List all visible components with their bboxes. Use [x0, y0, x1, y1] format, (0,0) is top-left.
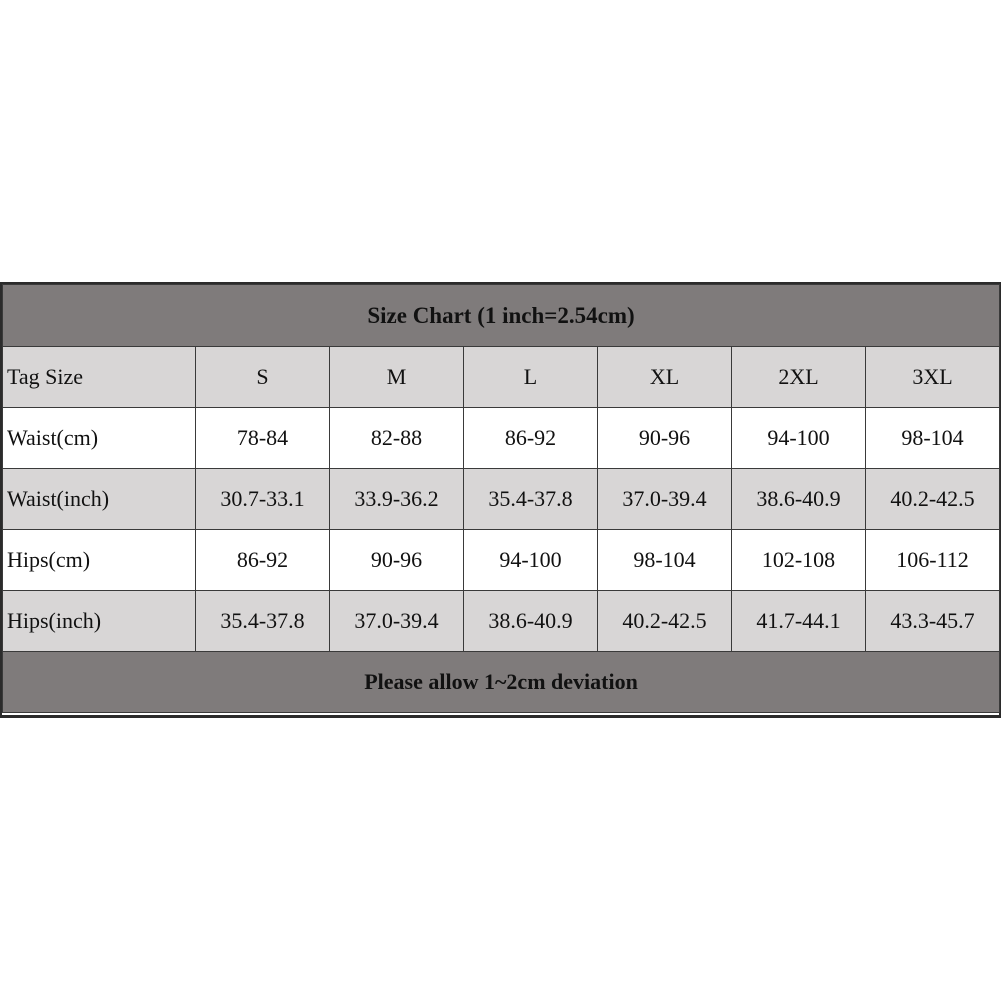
row-label: Hips(cm) — [3, 530, 196, 591]
row-label: Waist(cm) — [3, 408, 196, 469]
table-cell: 37.0-39.4 — [598, 469, 732, 530]
table-cell: 40.2-42.5 — [866, 469, 1000, 530]
size-header-3xl: 3XL — [866, 347, 1000, 408]
table-cell: 78-84 — [196, 408, 330, 469]
table-cell: 33.9-36.2 — [330, 469, 464, 530]
table-cell: 40.2-42.5 — [598, 591, 732, 652]
table-cell: 38.6-40.9 — [464, 591, 598, 652]
table-cell: 30.7-33.1 — [196, 469, 330, 530]
footer-row — [3, 652, 1000, 713]
table-row — [3, 408, 1000, 469]
size-table — [2, 284, 1000, 713]
table-cell: 38.6-40.9 — [732, 469, 866, 530]
table-row — [3, 591, 1000, 652]
row-label: Waist(inch) — [3, 469, 196, 530]
size-chart — [0, 282, 1001, 718]
header-row — [3, 347, 1000, 408]
table-row — [3, 469, 1000, 530]
size-header-xl: XL — [598, 347, 732, 408]
table-cell: 35.4-37.8 — [464, 469, 598, 530]
table-cell: 82-88 — [330, 408, 464, 469]
table-cell: 86-92 — [196, 530, 330, 591]
table-cell: 98-104 — [598, 530, 732, 591]
row-label: Hips(inch) — [3, 591, 196, 652]
table-cell: 37.0-39.4 — [330, 591, 464, 652]
table-cell: 86-92 — [464, 408, 598, 469]
table-cell: 41.7-44.1 — [732, 591, 866, 652]
header-label: Tag Size — [3, 347, 196, 408]
size-header-2xl: 2XL — [732, 347, 866, 408]
size-header-m: M — [330, 347, 464, 408]
table-cell: 90-96 — [330, 530, 464, 591]
table-cell: 94-100 — [464, 530, 598, 591]
table-cell: 106-112 — [866, 530, 1000, 591]
table-cell: 90-96 — [598, 408, 732, 469]
table-cell: 35.4-37.8 — [196, 591, 330, 652]
chart-title: Size Chart (1 inch=2.54cm) — [3, 285, 1000, 347]
title-row — [3, 285, 1000, 347]
table-cell: 43.3-45.7 — [866, 591, 1000, 652]
size-header-l: L — [464, 347, 598, 408]
table-cell: 98-104 — [866, 408, 1000, 469]
table-cell: 102-108 — [732, 530, 866, 591]
table-cell: 94-100 — [732, 408, 866, 469]
deviation-note: Please allow 1~2cm deviation — [3, 652, 1000, 713]
table-row — [3, 530, 1000, 591]
size-header-s: S — [196, 347, 330, 408]
